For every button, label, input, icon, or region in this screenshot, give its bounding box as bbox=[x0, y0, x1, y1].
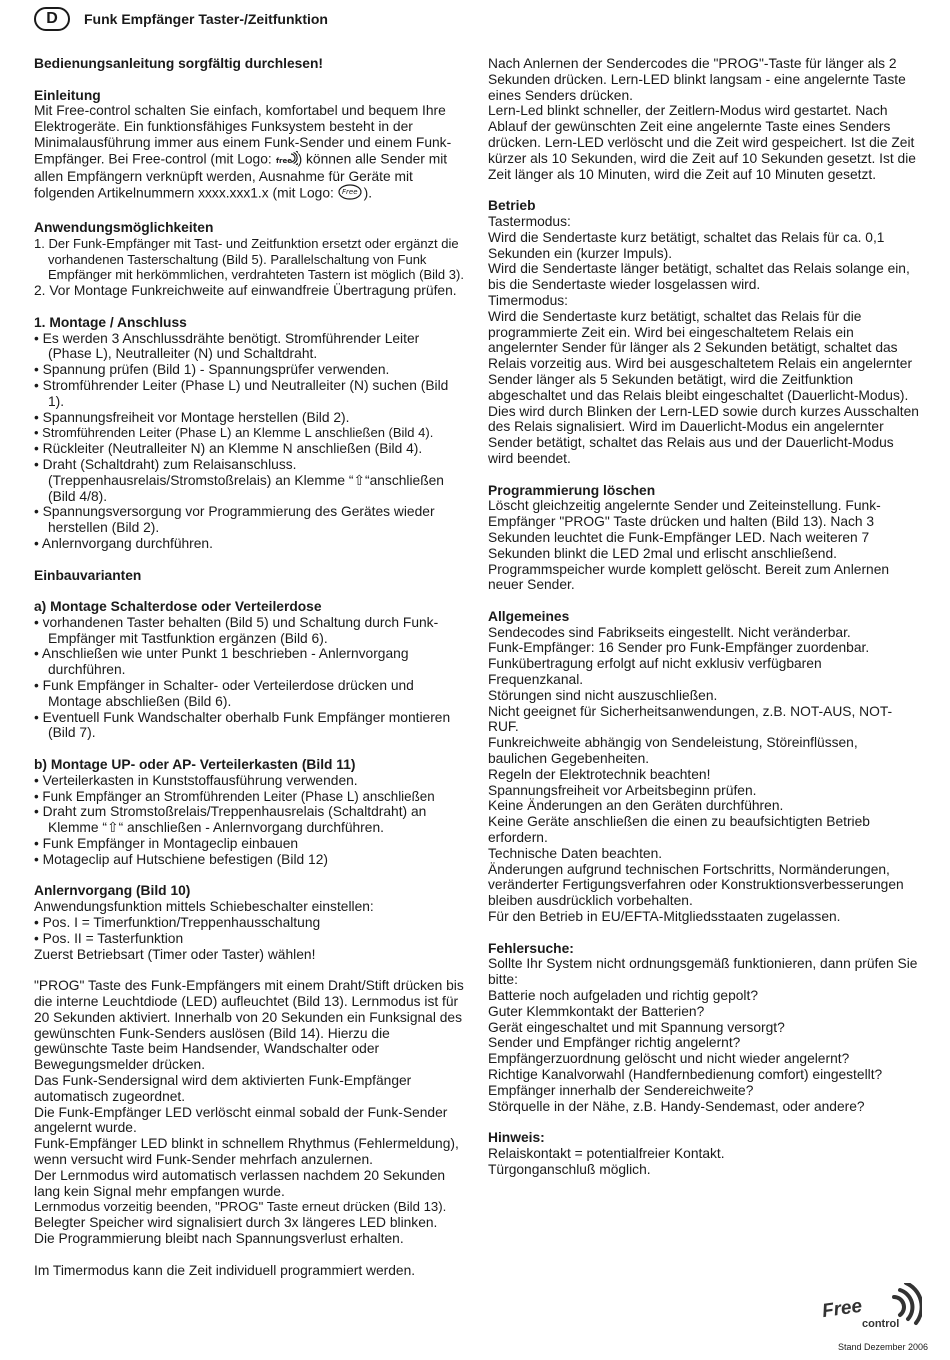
text-line: Türgonganschluß möglich. bbox=[488, 1161, 651, 1177]
list-item: • Funk Empfänger in Schalter- oder Verteilerdose drücken und Montage abschließen (Bild 6). bbox=[34, 678, 414, 709]
svg-text:Free: Free bbox=[341, 188, 358, 197]
text-line: Relaiskontakt = potentialfreier Kontakt. bbox=[488, 1145, 725, 1161]
text-line: Funkübertragung erfolgt auf nicht exklusiv verfügbaren Frequenzkanal. bbox=[488, 656, 822, 688]
section-anwendung bbox=[34, 220, 464, 299]
einbau-heading: Einbauvarianten bbox=[34, 567, 142, 583]
section-montage bbox=[34, 315, 464, 552]
text-line: Änderungen aufgrund technischen Fortschritts, Normänderungen, veränderter Fertigungsverfahren oder Konstruktionsverbesserungen bleiben ausdrücklich vorbehalten. bbox=[488, 861, 904, 909]
intro-heading: Bedienungsanleitung sorgfältig durchlesen! bbox=[34, 56, 323, 71]
timer-note: Im Timermodus kann die Zeit individuell programmiert werden. bbox=[34, 1262, 416, 1278]
section-hinweis bbox=[488, 1130, 920, 1177]
text-line: Nach Anlernen der Sendercodes die "PROG"-Taste für länger als 2 Sekunden drücken. Lern-LED blinkt langsam - eine angelernte Taste eines Senders drücken. bbox=[488, 56, 906, 103]
section-betrieb bbox=[488, 198, 920, 467]
text-line: Die Funk-Empfänger LED verlöscht einmal sobald der Funk-Sender angelernt wurde. bbox=[34, 1104, 448, 1136]
text-line: Belegter Speicher wird signalisiert durch 3x längeres LED blinken. bbox=[34, 1215, 438, 1231]
list-item: • Eventuell Funk Wandschalter oberhalb Funk Empfänger montieren (Bild 7). bbox=[34, 709, 451, 741]
list-item: • Funk Empfänger an Stromführenden Leiter (Phase L) anschließen bbox=[34, 788, 435, 804]
text-line: • Pos. II = Tasterfunktion bbox=[34, 930, 184, 946]
page-title: Funk Empfänger Taster-/Zeitfunktion bbox=[84, 11, 328, 27]
list-item: • Es werden 3 Anschlussdrähte benötigt. Stromführender Leiter (Phase L), Neutralleiter (N) und Schaltdraht. bbox=[34, 330, 420, 362]
text-line: Batterie noch aufgeladen und richtig gepolt? bbox=[488, 988, 759, 1004]
text-line: Lernmodus vorzeitig beenden, "PROG" Taste erneut drücken (Bild 13). bbox=[34, 1199, 447, 1215]
free-oval-logo-icon bbox=[338, 184, 364, 204]
text-line: Regeln der Elektrotechnik beachten! bbox=[488, 766, 711, 782]
section-loeschen bbox=[488, 483, 920, 594]
section-einbau bbox=[34, 568, 464, 584]
text-line: Technische Daten beachten. bbox=[488, 845, 663, 861]
text-line: Die Programmierung bleibt nach Spannungsverlust erhalten. bbox=[34, 1230, 404, 1246]
text-line: Löscht gleichzeitig angelernte Sender und Zeiteinstellung. Funk-Empfänger "PROG" Taste drücken und halten (Bild 13). Nach 3 Sekunden leuchtet die Funk-Empfänger LED. Nach weiteren 7 Sekunden blinkt die LED 2mal und erlischt anschließend. Programmspeicher wurde komplett gelöscht. Bereit zum Anlernen neuer Sender. bbox=[488, 498, 890, 593]
betrieb-heading: Betrieb bbox=[488, 198, 536, 214]
text-line: Wird die Sendertaste kurz betätigt, schaltet das Relais für die programmierte Zeit ein. Wird bei eingeschaltetem Relais ein angelernter Sender für länger als 2 Sekunden betätigt, schaltet das Relais vorzeitig aus. Wird bei ausgeschaltetem Relais ein angelernter Sender länger als 5 Sekunden betätigt, wird die Zeitfunktion abgeschaltet und das Relais bleibt eingeschaltet (Dauerlicht-Modus). Dies wird durch Blinken der Lern-LED sowie durch kurzes Ausschalten des Relais signalisiert. Wird im Dauerlicht-Modus ein angelernter Sender betätigt, schaltet das Relais aus und der Dauerlicht-Modus wird beendet. bbox=[488, 308, 919, 466]
section-prog-cont bbox=[488, 56, 920, 182]
einleitung-text-c: ). bbox=[363, 185, 373, 201]
text-line: Funk-Empfänger: 16 Sender pro Funk-Empfänger zuordenbar. bbox=[488, 640, 870, 656]
list-item: • Draht zum Stromstoßrelais/Treppenhausrelais (Schaltdraht) an Klemme “⇧“ anschließen - Anlernvorgang durchführen. bbox=[34, 804, 427, 836]
left-column bbox=[34, 56, 464, 1278]
text-line: Anwendungsfunktion mittels Schiebeschalter einstellen: bbox=[34, 899, 374, 915]
text-line: Keine Änderungen an den Geräten durchführen. bbox=[488, 798, 784, 814]
text-line: Der Lernmodus wird automatisch verlassen nachdem 20 Sekunden lang kein Signal mehr empfangen wurde. bbox=[34, 1167, 446, 1199]
text-line: Wird die Sendertaste länger betätigt, schaltet das Relais solange ein, bis die Sendertaste wieder losgelassen wird. bbox=[488, 261, 910, 293]
section-anlern bbox=[34, 883, 464, 962]
anlern-heading: Anlernvorgang (Bild 10) bbox=[34, 883, 191, 899]
text-line: Gerät eingeschaltet und mit Spannung versorgt? bbox=[488, 1019, 785, 1035]
text-line: Empfängerzuordnung gelöscht und nicht wieder angelernt? bbox=[488, 1051, 850, 1067]
variant-a-heading: a) Montage Schalterdose oder Verteilerdose bbox=[34, 599, 322, 615]
list-item: • Funk Empfänger in Montageclip einbauen bbox=[34, 836, 299, 852]
variant-b-heading: b) Montage UP- oder AP- Verteilerkasten (Bild 11) bbox=[34, 757, 356, 773]
text-line: Funkreichweite abhängig von Sendeleistung, Störeinflüssen, baulichen Gegebenheiten. bbox=[488, 735, 858, 767]
text-line: Funk-Empfänger LED blinkt in schnellem Rhythmus (Fehlermeldung), wenn versucht wird Funk-Sender mehrfach anzulernen. bbox=[34, 1136, 459, 1167]
text-line: "PROG" Taste des Funk-Empfängers mit einem Draht/Stift drücken bis die interne Leuchtdiode (LED) aufleuchtet (Bild 13). Lernmodus ist für 20 Sekunden aktiviert. Innerhalb von 20 Sekunden ein Funksignal des gewünschten Funk-Senders auslösen (Bild 14). Hierzu die gewünschte Taste beim Handsender, Wandschalter oder Bewegungsmelder drücken. bbox=[34, 978, 464, 1073]
list-item: • Spannungsfreiheit vor Montage herstellen (Bild 2). bbox=[34, 409, 350, 425]
list-item: • Verteilerkasten in Kunststoffausführung verwenden. bbox=[34, 772, 358, 788]
einleitung-text-b: ) können alle Sender mit allen Empfängern verknüpft werden, Ausnahme für Geräte mit folgenden Artikelnummern xxxx.xxx1.x (mit Logo: bbox=[34, 151, 448, 201]
hinweis-heading: Hinweis: bbox=[488, 1130, 545, 1146]
list-item: • Motageclip auf Hutschiene befestigen (Bild 12) bbox=[34, 851, 328, 867]
text-line: Wird die Sendertaste kurz betätigt, schaltet das Relais für ca. 0,1 Sekunden ein (kurzer Impuls). bbox=[488, 229, 885, 261]
section-variant-a bbox=[34, 599, 464, 741]
text-line: Timermodus: bbox=[488, 292, 568, 308]
einleitung-text bbox=[34, 103, 464, 204]
text-line: Für den Betrieb in EU/EFTA-Mitgliedsstaaten zugelassen. bbox=[488, 909, 841, 925]
section-einleitung bbox=[34, 88, 464, 205]
section-fehler bbox=[488, 941, 920, 1115]
text-line: Richtige Kanalvorwahl (Handfernbedienung comfort) eingestellt? bbox=[488, 1067, 883, 1082]
list-item: • Draht (Schaltdraht) zum Relaisanschluss. (Treppenhausrelais/Stromstoßrelais) an Klemme “⇧“anschließen (Bild 4/8). bbox=[34, 456, 444, 504]
logo-word-free: Free bbox=[822, 1295, 864, 1323]
loeschen-heading: Programmierung löschen bbox=[488, 482, 656, 498]
text-line: Guter Klemmkontakt der Batterien? bbox=[488, 1003, 705, 1019]
svg-text:free: free bbox=[275, 156, 292, 165]
list-item: 2. Vor Montage Funkreichweite auf einwandfreie Übertragung prüfen. bbox=[34, 283, 457, 299]
text-line: • Pos. I = Timerfunktion/Treppenhausschaltung bbox=[34, 915, 321, 931]
page-header bbox=[34, 6, 328, 32]
anwendung-heading: Anwendungsmöglichkeiten bbox=[34, 219, 214, 235]
text-line: Zuerst Betriebsart (Timer oder Taster) wählen! bbox=[34, 946, 316, 962]
list-item: 1. Der Funk-Empfänger mit Tast- und Zeitfunktion ersetzt oder ergänzt die vorhandenen Tasterschaltung (Bild 5). Parallelschaltung von Funk Empfänger mit herkömmlichen, verdrahteten Tastern ist möglich (Bild 3). bbox=[34, 235, 464, 283]
text-line: Störungen sind nicht auszuschließen. bbox=[488, 687, 718, 703]
footer-date: Stand Dezember 2006 bbox=[837, 1342, 928, 1352]
text-line: Sendecodes sind Fabrikseits eingestellt. Nicht veränderbar. bbox=[488, 624, 851, 640]
text-line: Störquelle in der Nähe, z.B. Handy-Sendemast, oder andere? bbox=[488, 1098, 865, 1114]
section-variant-b bbox=[34, 757, 464, 868]
free-small-logo-icon bbox=[276, 151, 298, 169]
text-line: Sollte Ihr System nicht ordnungsgemäß funktionieren, dann prüfen Sie bitte: bbox=[488, 956, 918, 988]
list-item: • Spannung prüfen (Bild 1) - Spannungsprüfer verwenden. bbox=[34, 362, 390, 378]
list-item: • Stromführender Leiter (Phase L) und Neutralleiter (N) suchen (Bild 1). bbox=[34, 377, 449, 409]
list-item: • vorhandenen Taster behalten (Bild 5) und Schaltung durch Funk-Empfänger mit Tastfunktion ergänzen (Bild 6). bbox=[34, 614, 439, 646]
list-item: • Anschließen wie unter Punkt 1 beschrieben - Anlernvorgang durchführen. bbox=[34, 646, 409, 678]
text-line: Empfänger innerhalb der Sendereichweite? bbox=[488, 1082, 754, 1098]
text-line: Tastermodus: bbox=[488, 213, 571, 229]
allgemeines-heading: Allgemeines bbox=[488, 608, 570, 624]
text-line: Sender und Empfänger richtig angelernt? bbox=[488, 1035, 741, 1051]
language-badge: D bbox=[34, 7, 70, 31]
right-column bbox=[488, 56, 920, 1193]
text-line: Keine Geräte anschließen die einen zu beaufsichtigten Betrieb erfordern. bbox=[488, 814, 870, 846]
text-line: Spannungsfreiheit vor Arbeitsbeginn prüfen. bbox=[488, 782, 757, 798]
list-item: • Stromführenden Leiter (Phase L) an Klemme L anschließen (Bild 4). bbox=[34, 425, 434, 441]
text-line: Nicht geeignet für Sicherheitsanwendungen, z.B. NOT-AUS, NOT-RUF. bbox=[488, 703, 893, 735]
list-item: • Rückleiter (Neutralleiter N) an Klemme N anschließen (Bild 4). bbox=[34, 441, 423, 457]
montage-heading: 1. Montage / Anschluss bbox=[34, 314, 187, 330]
fehler-heading: Fehlersuche: bbox=[488, 940, 574, 956]
list-item: • Anlernvorgang durchführen. bbox=[34, 535, 213, 551]
list-item: • Spannungsversorgung vor Programmierung des Gerätes wieder herstellen (Bild 2). bbox=[34, 504, 435, 536]
text-line: Das Funk-Sendersignal wird dem aktivierten Funk-Empfänger automatisch zugeordnet. bbox=[34, 1073, 412, 1104]
text-line: Lern-Led blinkt schneller, der Zeitlern-Modus wird gestartet. Nach Ablauf der gewünschten Zeit eine angelernte Taste eines Senders drücken. Lern-LED verlöscht und die Zeit wird gespeichert. Ist die Zeit kürzer als 10 Sekunden, wird die Zeit auf 10 Sekunden gesetzt. Ist die Zeit länger als 10 Minuten, wird die Zeit auf 10 Minuten gesetzt. bbox=[488, 103, 916, 182]
section-allgemeines bbox=[488, 609, 920, 925]
section-prog bbox=[34, 978, 464, 1247]
logo-word-control: control bbox=[862, 1318, 900, 1330]
free-control-logo-icon bbox=[822, 1283, 922, 1331]
einleitung-heading: Einleitung bbox=[34, 87, 101, 103]
einleitung-text-a: Mit Free-control schalten Sie einfach, komfortabel und bequem Ihre Elektrogeräte. Ein funktionsfähiges Funksystem besteht in der Minimalausführung immer aus einem Funk-Sender und einem Funk-Empfänger. Bei Free-control (mit Logo: bbox=[34, 103, 452, 167]
